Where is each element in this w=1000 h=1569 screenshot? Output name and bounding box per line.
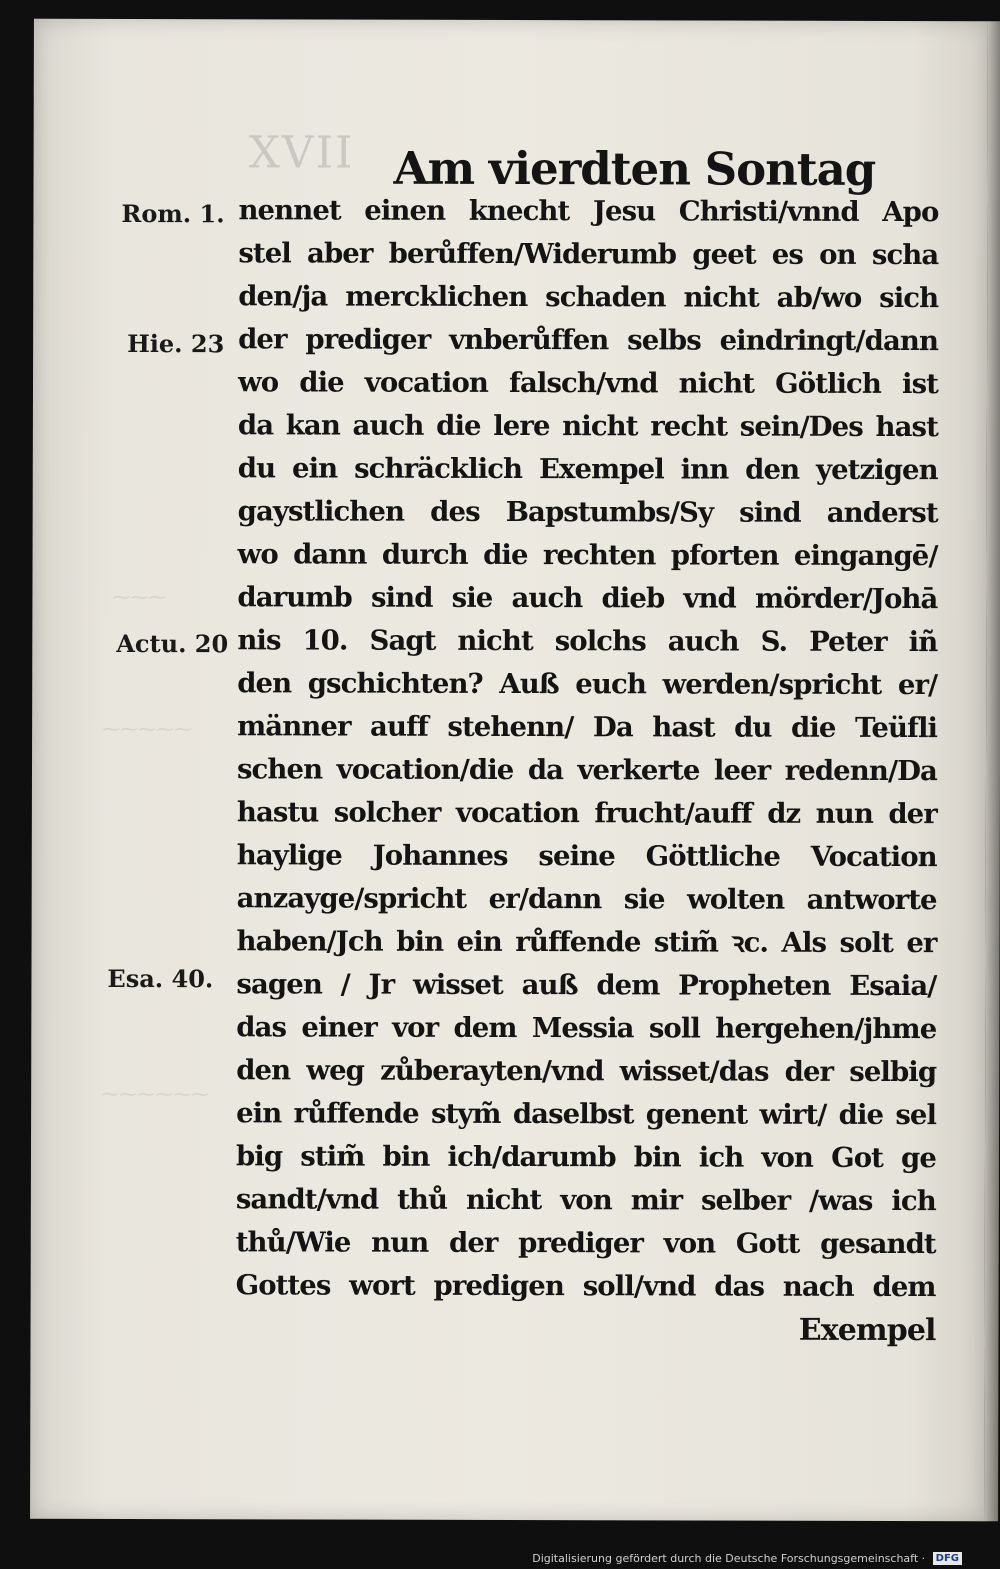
show-through-mark: ⁓⁓⁓⁓⁓ bbox=[102, 718, 193, 741]
credit-text: Digitalisierung gefördert durch die Deutsche Forschungsgemeinschaft · bbox=[532, 1551, 926, 1565]
text-line: haylige Johannes seine Göttliche Vocation bbox=[236, 839, 937, 874]
text-line: thů/Wie nun der prediger von Gott gesandt bbox=[235, 1226, 936, 1261]
margin-note-actu: Actu. 20 bbox=[116, 628, 229, 659]
text-line: ein růffende stym̃ daselbst genent wirt/ die sel bbox=[236, 1097, 937, 1132]
margin-note-rom: Rom. 1. bbox=[121, 198, 225, 229]
text-line: stel aber berůffen/Widerumb geet es on scha bbox=[238, 237, 939, 272]
text-line: wo dann durch die rechten pforten eingangē/ bbox=[237, 538, 938, 573]
text-line: Gottes wort predigen soll/vnd das nach dem bbox=[235, 1269, 936, 1304]
text-line: darumb sind sie auch dieb vnd mörder/Johā bbox=[237, 581, 938, 616]
text-line: den gschichten? Auß euch werden/spricht er/ bbox=[237, 667, 938, 702]
text-line: anzayge/spricht er/dann sie wolten antworte bbox=[236, 882, 937, 917]
text-line: da kan auch die lere nicht recht sein/Des hast bbox=[237, 409, 938, 444]
text-line: männer auff stehenn/ Da hast du die Teüfli bbox=[237, 710, 938, 745]
text-line: sandt/vnd thů nicht von mir selber /was ich bbox=[235, 1183, 936, 1218]
text-line: das einer vor dem Messia soll hergehen/jhme bbox=[236, 1011, 937, 1046]
text-line: den/ja mercklichen schaden nicht ab/wo sich bbox=[238, 280, 939, 315]
show-through-mark: ⁓⁓⁓⁓⁓⁓ bbox=[101, 1083, 210, 1106]
text-line: wo die vocation falsch/vnd nicht Götlich ist bbox=[237, 366, 939, 401]
text-line: hastu solcher vocation frucht/auff dz nun der bbox=[236, 796, 937, 831]
folio-number: XVII bbox=[248, 127, 355, 179]
text-line: den weg zůberayten/vnd wisset/das der selbig bbox=[236, 1054, 937, 1089]
text-line: der prediger vnberůffen selbs eindringt/dann bbox=[238, 323, 939, 358]
show-through-mark: ⁓⁓⁓ bbox=[112, 586, 167, 609]
text-line: gaystlichen des Bapstumbs/Sy sind anderst bbox=[237, 495, 938, 530]
text-line: nennet einen knecht Jesu Christi/vnnd Apo bbox=[238, 194, 939, 229]
text-line: schen vocation/die da verkerte leer redenn/Da bbox=[236, 753, 938, 788]
dfg-logo: DFG bbox=[933, 1552, 962, 1565]
text-line: nis 10. Sagt nicht solchs auch S. Peter iñ bbox=[237, 624, 938, 659]
margin-note-esa: Esa. 40. bbox=[107, 963, 214, 994]
running-head: Am vierdten Sontag bbox=[393, 141, 876, 196]
digitization-credit bbox=[532, 1552, 962, 1566]
margin-note-hie: Hie. 23 bbox=[127, 328, 225, 359]
text-line: big stim̃ bin ich/darumb bin ich von Got ge bbox=[235, 1140, 937, 1175]
text-line: du ein schräcklich Exempel inn den yetzigen bbox=[237, 452, 938, 487]
body-text bbox=[235, 189, 938, 1352]
text-line: sagen / Jr wisset auß dem Propheten Esaia/ bbox=[236, 968, 937, 1003]
text-line: haben/Jch bin ein růffende stim̃ ꝛc. Als solt er bbox=[236, 925, 937, 960]
book-page bbox=[30, 19, 988, 1521]
catchword: Exempel bbox=[798, 1312, 936, 1349]
